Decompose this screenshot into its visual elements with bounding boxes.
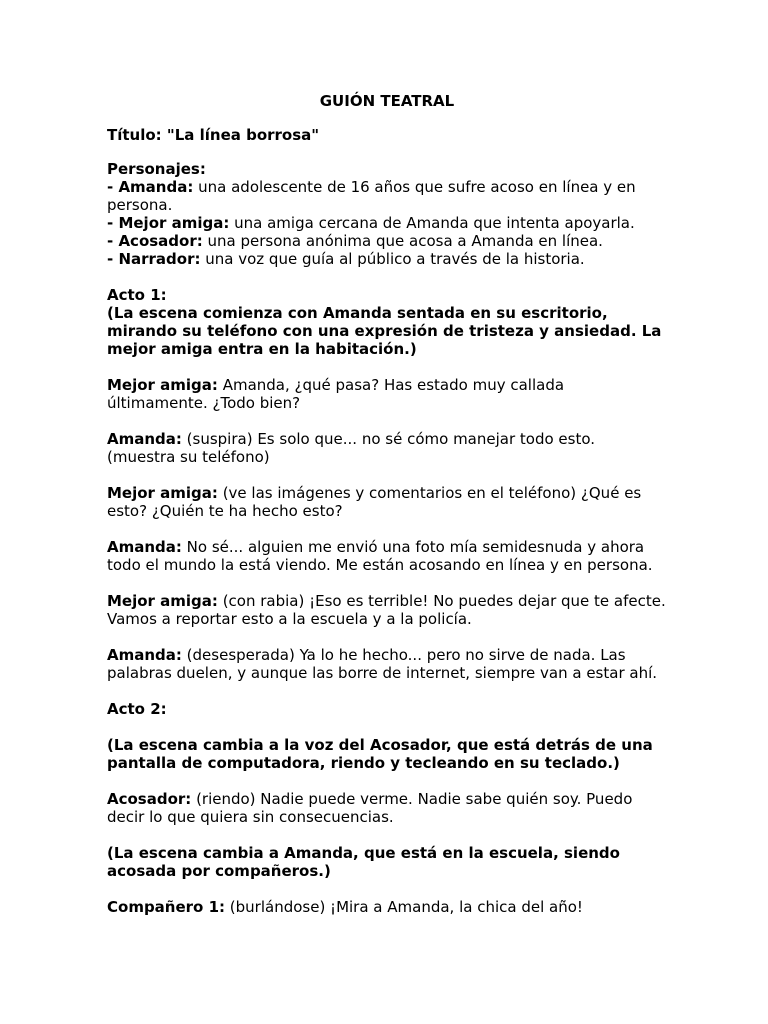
dialogue-text: (ve las imágenes y comentarios en el teléfono) ¿Qué es esto? ¿Quién te ha hecho esto?: [107, 484, 642, 520]
dialogue-line: [107, 538, 667, 574]
dialogue-line: [107, 484, 667, 520]
character-acosador: [107, 232, 667, 250]
dialogue-text: Amanda, ¿qué pasa? Has estado muy callada últimamente. ¿Todo bien?: [107, 376, 565, 412]
dialogue-line: [107, 646, 667, 682]
character-name: - Narrador:: [107, 250, 201, 268]
dialogue-text: (suspira) Es solo que... no sé cómo manejar todo esto. (muestra su teléfono): [107, 430, 596, 466]
character-amanda: [107, 178, 667, 214]
character-description: una persona anónima que acosa a Amanda en línea.: [202, 232, 603, 250]
document-heading: GUIÓN TEATRAL: [319, 92, 455, 110]
characters-section: [107, 160, 667, 268]
dialogue-line: [107, 592, 667, 628]
character-name: - Acosador:: [107, 232, 203, 250]
dialogue-line: [107, 430, 667, 466]
act-2-heading: Acto 2:: [107, 700, 167, 718]
speaker-name: Mejor amiga:: [107, 376, 218, 394]
dialogue-text: (desesperada) Ya lo he hecho... pero no sirve de nada. Las palabras duelen, y aunque las borre de internet, siempre van a estar ahí.: [107, 646, 658, 682]
dialogue-text: (con rabia) ¡Eso es terrible! No puedes dejar que te afecte. Vamos a reportar esto a la escuela y a la policía.: [107, 592, 666, 628]
dialogue-text: (riendo) Nadie puede verme. Nadie sabe quién soy. Puedo decir lo que quiera sin consecuencias.: [107, 790, 633, 826]
play-title: Título: "La línea borrosa": [107, 126, 320, 144]
character-narrador: [107, 250, 667, 268]
speaker-name: Acosador:: [107, 790, 192, 808]
script-page: [107, 92, 667, 934]
act-2-stage-direction-2: (La escena cambia a Amanda, que está en la escuela, siendo acosada por compañeros.): [107, 844, 620, 880]
character-description: una amiga cercana de Amanda que intenta apoyarla.: [229, 214, 635, 232]
character-mejor-amiga: [107, 214, 667, 232]
dialogue-line: [107, 898, 667, 916]
speaker-name: Amanda:: [107, 430, 182, 448]
character-description: una adolescente de 16 años que sufre acoso en línea y en persona.: [107, 178, 636, 214]
dialogue-line: [107, 376, 667, 412]
speaker-name: Compañero 1:: [107, 898, 226, 916]
speaker-name: Mejor amiga:: [107, 484, 218, 502]
act-1-heading: Acto 1:: [107, 286, 167, 304]
characters-heading: Personajes:: [107, 160, 206, 178]
character-name: - Mejor amiga:: [107, 214, 230, 232]
character-name: - Amanda:: [107, 178, 194, 196]
dialogue-text: No sé... alguien me envió una foto mía semidesnuda y ahora todo el mundo la está viendo. Me están acosando en línea y en persona.: [107, 538, 653, 574]
speaker-name: Mejor amiga:: [107, 592, 218, 610]
speaker-name: Amanda:: [107, 646, 182, 664]
act-1-stage-direction: (La escena comienza con Amanda sentada en su escritorio, mirando su teléfono con una expresión de tristeza y ansiedad. La mejor amiga entra en la habitación.): [107, 304, 662, 358]
character-description: una voz que guía al público a través de la historia.: [200, 250, 585, 268]
dialogue-line: [107, 790, 667, 826]
speaker-name: Amanda:: [107, 538, 182, 556]
act-2-stage-direction-1: (La escena cambia a la voz del Acosador, que está detrás de una pantalla de computadora, riendo y tecleando en su teclado.): [107, 736, 653, 772]
dialogue-text: (burlándose) ¡Mira a Amanda, la chica del año!: [225, 898, 583, 916]
